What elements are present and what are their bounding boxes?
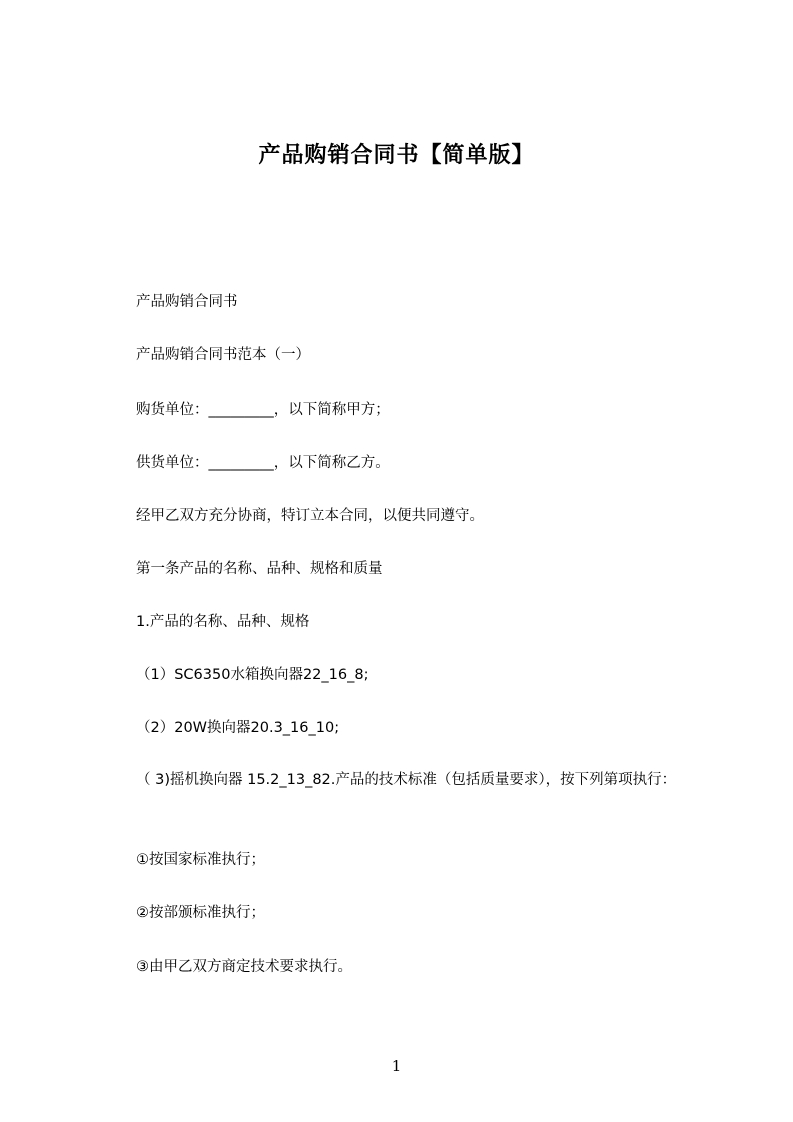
paragraph-item-3: （ 3)摇机换向器 15.2_13_82.产品的技术标准（包括质量要求），按下列第项执行： [136,772,677,788]
paragraph-option-3: ③由甲乙双方商定技术要求执行。 [136,959,352,975]
paragraph-product-spec: 1.产品的名称、品种、规格 [136,614,310,630]
paragraph-option-2: ②按部颁标准执行； [136,905,265,921]
document-title: 产品购销合同书【简单版】 [258,143,535,168]
paragraph-item-1: （1）SC6350水箱换向器22_16_8; [136,667,369,683]
paragraph-heading: 产品购销合同书 [136,294,238,310]
page-number: 1 [391,1057,402,1075]
paragraph-option-1: ①按国家标准执行； [136,852,265,868]
paragraph-template-title: 产品购销合同书范本（一） [136,347,310,363]
paragraph-agreement: 经甲乙双方充分协商，特订立本合同，以便共同遵守。 [136,508,484,524]
paragraph-buyer: 购货单位：_________，以下简称甲方； [136,402,390,418]
paragraph-article-one: 第一条产品的名称、品种、规格和质量 [136,561,383,577]
paragraph-item-2: （2）20W换向器20.3_16_10; [136,720,340,736]
paragraph-supplier: 供货单位：_________，以下简称乙方。 [136,455,390,471]
